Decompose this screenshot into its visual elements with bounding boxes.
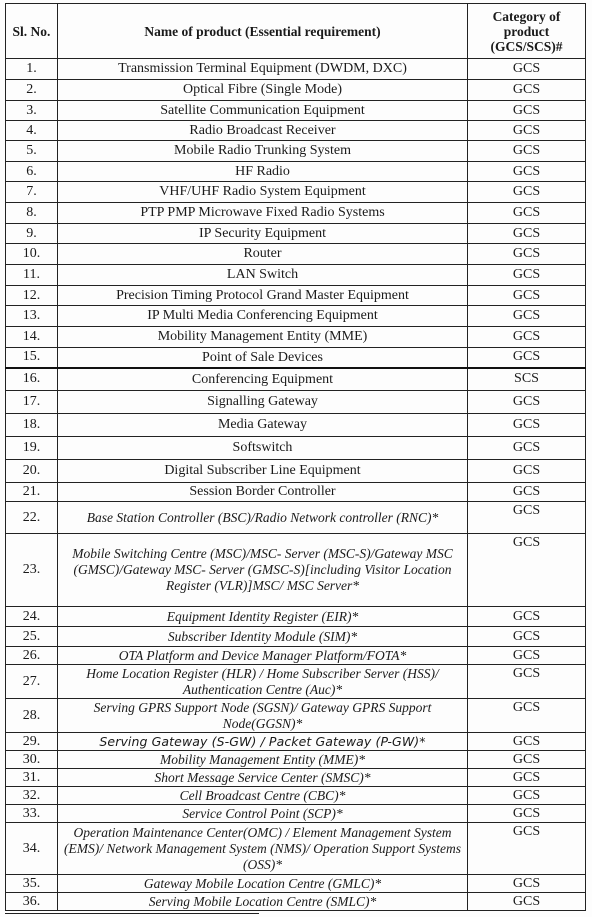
table-row [6,769,586,787]
row-product-name: OTA Platform and Device Manager Platform/FOTA* [58,647,468,665]
row-sl-no: 22. [6,502,58,534]
table-row [6,460,586,483]
row-sl-no: 13. [6,306,58,327]
row-product-name: Service Control Point (SCP)* [58,805,468,823]
row-sl-no: 17. [6,391,58,414]
row-category: GCS [468,414,586,437]
table-row [6,627,586,647]
row-sl-no: 27. [6,665,58,699]
row-sl-no: 19. [6,437,58,460]
row-product-name: Router [58,244,468,265]
row-sl-no: 29. [6,733,58,751]
table-row [6,647,586,665]
row-product-name: Gateway Mobile Location Centre (GMLC)* [58,875,468,893]
row-category: GCS [468,607,586,627]
row-sl-no: 28. [6,699,58,733]
row-sl-no: 25. [6,627,58,647]
row-category: GCS [468,665,586,699]
row-sl-no: 34. [6,823,58,875]
table-row [6,437,586,460]
row-product-name: Radio Broadcast Receiver [58,121,468,141]
row-category: GCS [468,823,586,875]
row-sl-no: 15. [6,348,58,368]
table-row [6,59,586,80]
row-product-name: Mobile Radio Trunking System [58,141,468,162]
row-category: GCS [468,460,586,483]
row-sl-no: 24. [6,607,58,627]
row-sl-no: 35. [6,875,58,893]
row-sl-no: 1. [6,59,58,80]
row-sl-no: 4. [6,121,58,141]
row-product-name: Point of Sale Devices [58,348,468,368]
row-sl-no: 12. [6,286,58,306]
row-sl-no: 16. [6,368,58,391]
row-category: GCS [468,224,586,244]
table-row [6,368,586,391]
row-sl-no: 30. [6,751,58,769]
table-row [6,607,586,627]
table-row [6,162,586,182]
table-row [6,224,586,244]
table-header-row [6,4,586,59]
row-product-name: Satellite Communication Equipment [58,101,468,121]
row-product-name: IP Security Equipment [58,224,468,244]
row-category: GCS [468,534,586,607]
table-row [6,182,586,203]
row-sl-no: 11. [6,265,58,286]
row-product-name: Mobility Management Entity (MME)* [58,751,468,769]
row-category: GCS [468,244,586,265]
row-sl-no: 18. [6,414,58,437]
row-sl-no: 23. [6,534,58,607]
row-product-name: Serving GPRS Support Node (SGSN)/ Gateway GPRS Support Node(GGSN)* [58,699,468,733]
row-sl-no: 2. [6,80,58,101]
row-product-name: Digital Subscriber Line Equipment [58,460,468,483]
row-product-name: Home Location Register (HLR) / Home Subscriber Server (HSS)/ Authentication Centre (Auc)* [58,665,468,699]
row-product-name: Softswitch [58,437,468,460]
row-category: GCS [468,647,586,665]
row-category: GCS [468,348,586,368]
header-category: Category of product (GCS/SCS)# [468,4,586,59]
row-product-name: Short Message Service Center (SMSC)* [58,769,468,787]
row-product-name: Session Border Controller [58,483,468,502]
table-body [6,59,586,911]
product-category-table [5,3,586,911]
row-category: GCS [468,265,586,286]
row-sl-no: 8. [6,203,58,224]
row-product-name: Base Station Controller (BSC)/Radio Network controller (RNC)* [58,502,468,534]
row-category: GCS [468,733,586,751]
row-product-name: Transmission Terminal Equipment (DWDM, DXC) [58,59,468,80]
row-product-name: VHF/UHF Radio System Equipment [58,182,468,203]
row-category: GCS [468,893,586,911]
table-row [6,80,586,101]
row-product-name: HF Radio [58,162,468,182]
table-row [6,286,586,306]
row-sl-no: 26. [6,647,58,665]
row-sl-no: 21. [6,483,58,502]
table-row [6,893,586,911]
row-product-name: Operation Maintenance Center(OMC) / Element Management System (EMS)/ Network Management System (NMS)/ Operation Support Systems (OSS)* [58,823,468,875]
row-sl-no: 14. [6,327,58,348]
row-category: GCS [468,327,586,348]
table-row [6,203,586,224]
row-category: GCS [468,751,586,769]
table-row [6,414,586,437]
row-sl-no: 32. [6,787,58,805]
table-row [6,502,586,534]
table-row [6,875,586,893]
row-category: GCS [468,805,586,823]
header-product-name: Name of product (Essential requirement) [58,4,468,59]
row-category: GCS [468,59,586,80]
table-row [6,327,586,348]
table-row [6,534,586,607]
row-sl-no: 3. [6,101,58,121]
row-category: GCS [468,203,586,224]
header-sl-no: Sl. No. [6,4,58,59]
row-sl-no: 31. [6,769,58,787]
row-product-name: Mobility Management Entity (MME) [58,327,468,348]
row-product-name: PTP PMP Microwave Fixed Radio Systems [58,203,468,224]
row-category: GCS [468,182,586,203]
table-row [6,306,586,327]
row-product-name: Cell Broadcast Centre (CBC)* [58,787,468,805]
row-category: GCS [468,787,586,805]
table-row [6,733,586,751]
table-row [6,121,586,141]
row-product-name: LAN Switch [58,265,468,286]
row-category: GCS [468,121,586,141]
row-category: SCS [468,368,586,391]
row-sl-no: 33. [6,805,58,823]
row-sl-no: 20. [6,460,58,483]
row-product-name: Precision Timing Protocol Grand Master Equipment [58,286,468,306]
table-row [6,665,586,699]
row-category: GCS [468,627,586,647]
row-sl-no: 36. [6,893,58,911]
row-product-name: Serving Gateway (S-GW) / Packet Gateway (P-GW)* [58,733,468,751]
row-product-name: Signalling Gateway [58,391,468,414]
table-row [6,244,586,265]
table-row [6,787,586,805]
row-category: GCS [468,306,586,327]
footnote-rule [5,913,259,914]
table-row [6,265,586,286]
row-category: GCS [468,286,586,306]
row-category: GCS [468,483,586,502]
table-row [6,141,586,162]
row-product-name: Optical Fibre (Single Mode) [58,80,468,101]
table-row [6,348,586,368]
row-category: GCS [468,141,586,162]
row-product-name: Conferencing Equipment [58,368,468,391]
row-product-name: Subscriber Identity Module (SIM)* [58,627,468,647]
row-category: GCS [468,437,586,460]
row-category: GCS [468,101,586,121]
table-row [6,101,586,121]
table-row [6,751,586,769]
row-category: GCS [468,502,586,534]
row-sl-no: 10. [6,244,58,265]
table-row [6,483,586,502]
row-sl-no: 5. [6,141,58,162]
row-sl-no: 6. [6,162,58,182]
row-product-name: Mobile Switching Centre (MSC)/MSC- Server (MSC-S)/Gateway MSC (GMSC)/Gateway MSC- Server (GMSC-S)[including Visitor Location Register (VLR)]MSC/ MSC Server* [58,534,468,607]
row-category: GCS [468,699,586,733]
row-sl-no: 9. [6,224,58,244]
table-row [6,805,586,823]
table-row [6,823,586,875]
row-product-name: Media Gateway [58,414,468,437]
row-category: GCS [468,769,586,787]
row-category: GCS [468,875,586,893]
table-row [6,391,586,414]
row-category: GCS [468,162,586,182]
row-category: GCS [468,80,586,101]
row-sl-no: 7. [6,182,58,203]
row-product-name: IP Multi Media Conferencing Equipment [58,306,468,327]
row-product-name: Serving Mobile Location Centre (SMLC)* [58,893,468,911]
row-product-name: Equipment Identity Register (EIR)* [58,607,468,627]
table-row [6,699,586,733]
row-category: GCS [468,391,586,414]
